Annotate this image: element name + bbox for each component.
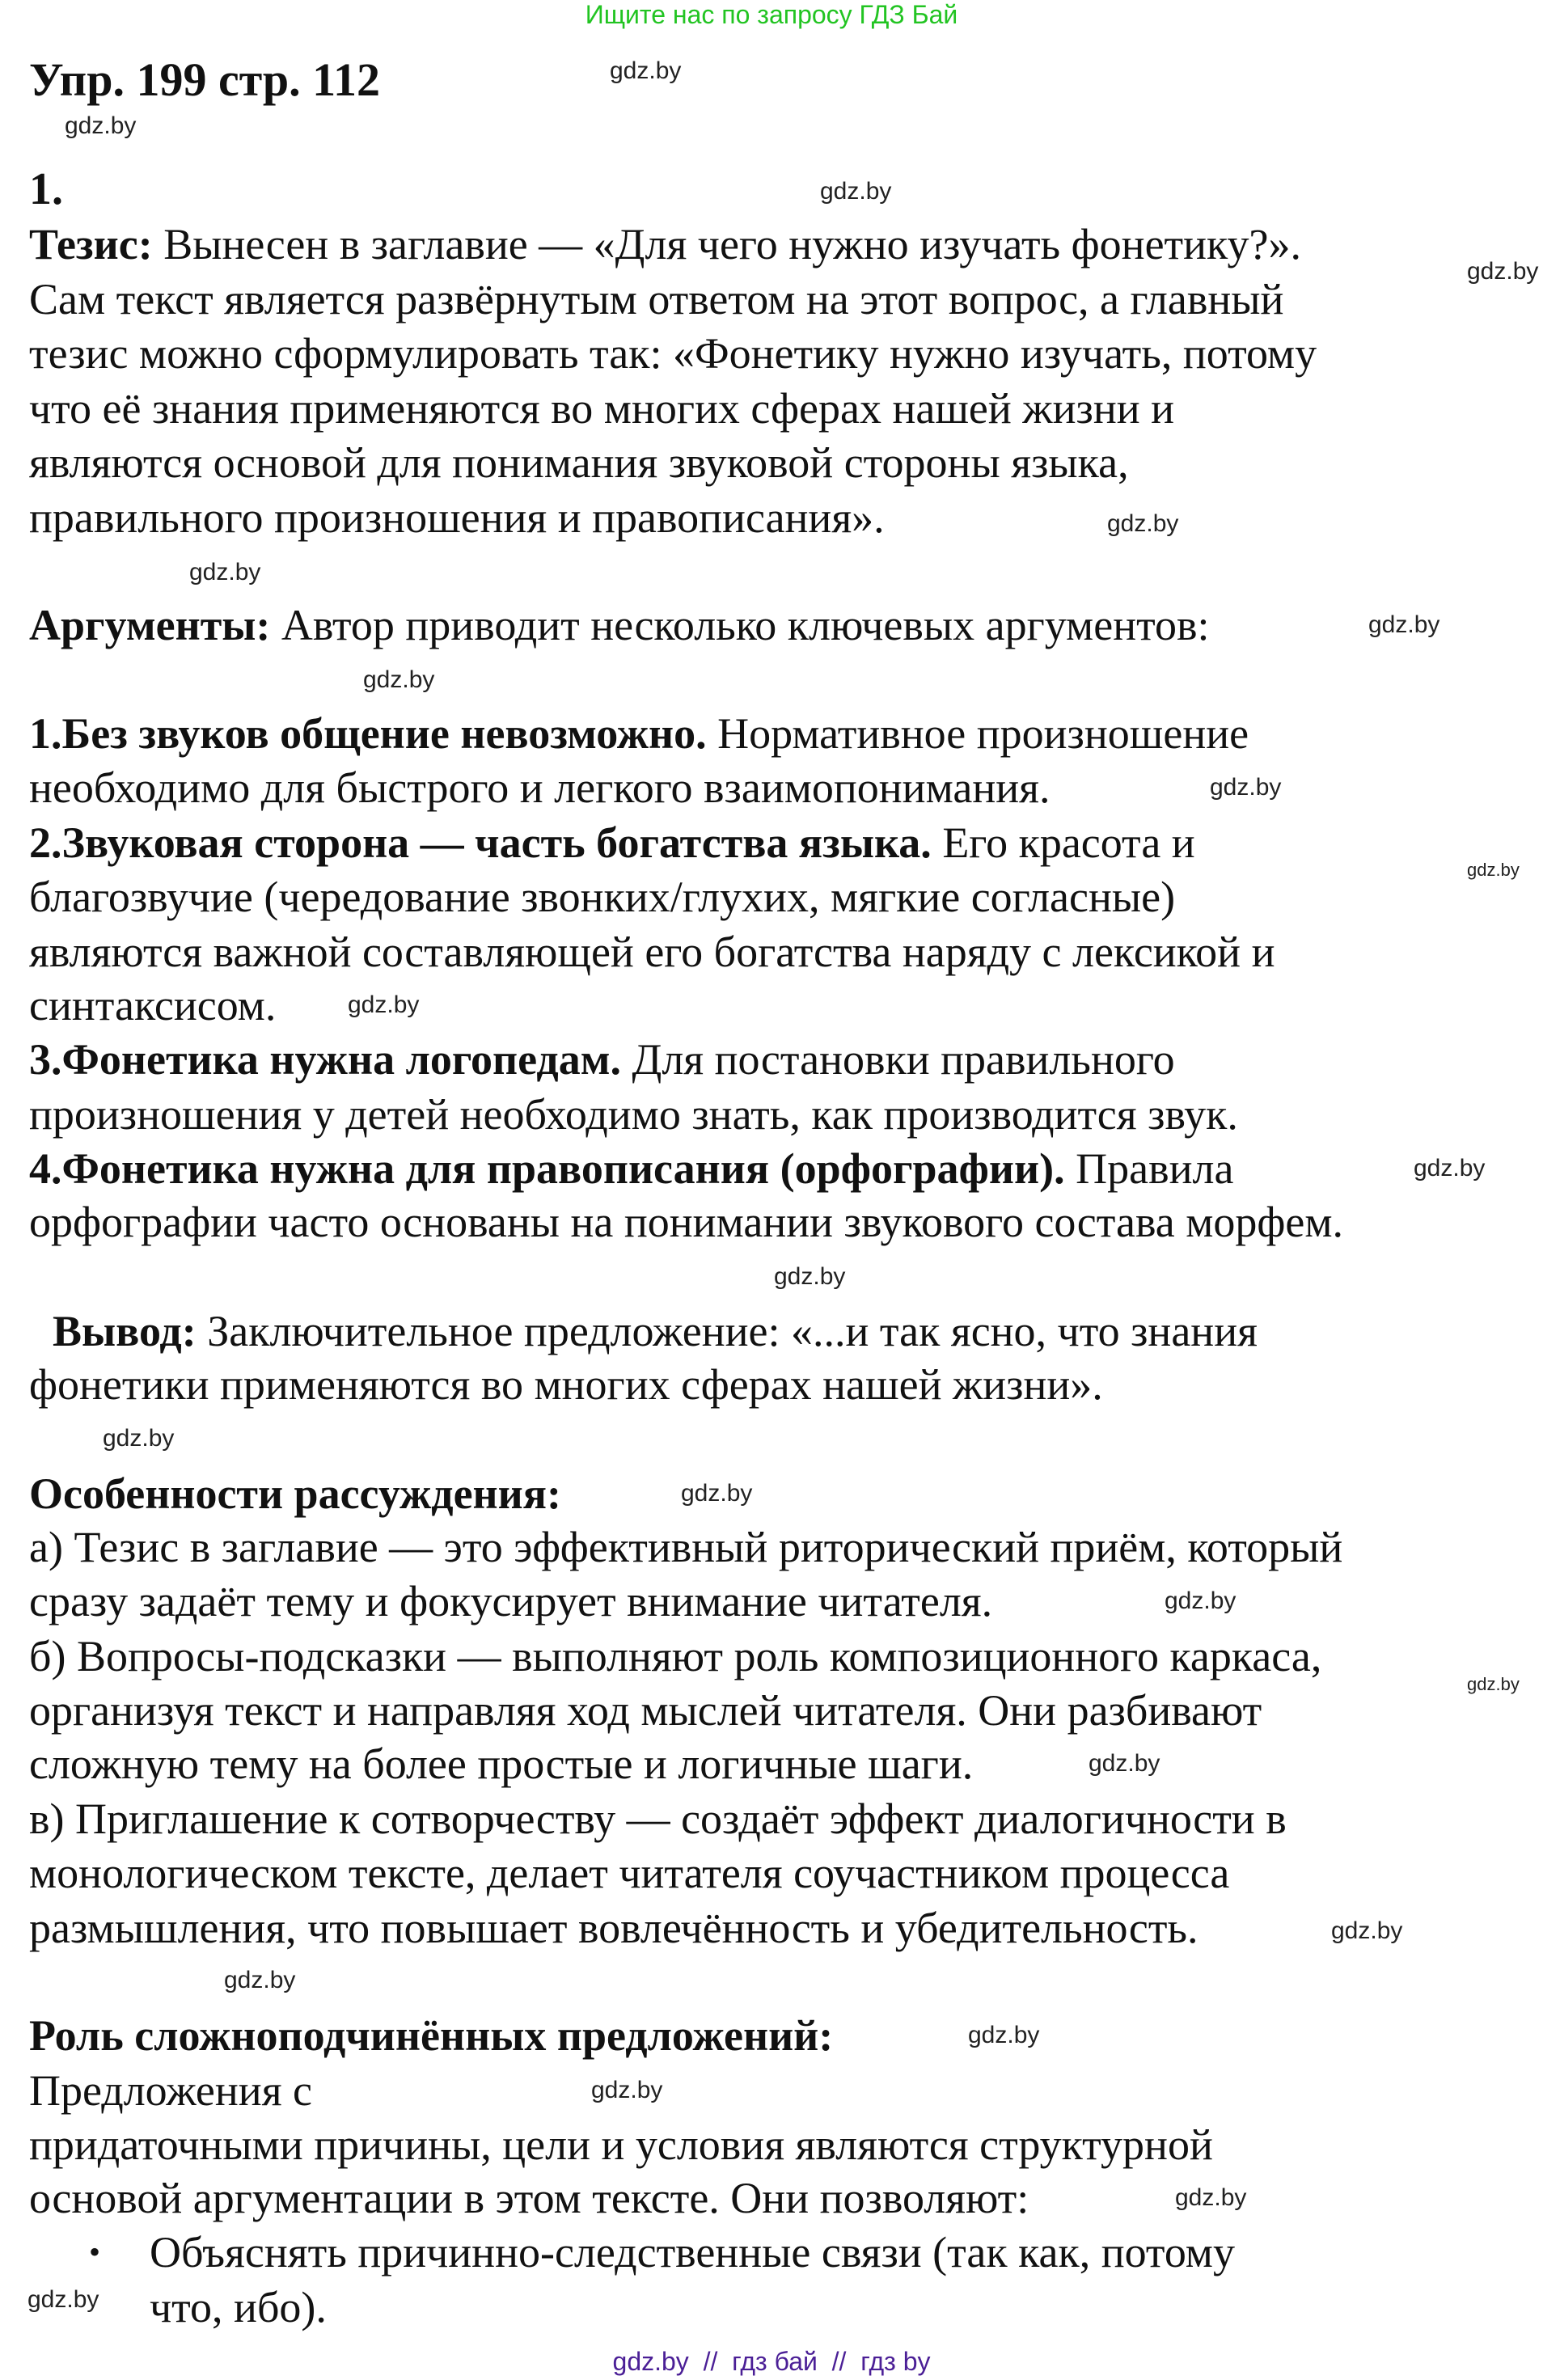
search-banner: Ищите нас по запросу ГДЗ Бай xyxy=(585,0,958,29)
watermark-label: gdz.by xyxy=(1467,860,1520,880)
text-line xyxy=(29,1630,1321,1682)
footer-links: gdz.by // гдз бай // гдз by xyxy=(612,2347,931,2376)
text-line xyxy=(29,926,1275,978)
text-line xyxy=(29,871,1175,923)
watermark-label: gdz.by xyxy=(103,1425,175,1452)
line-text: в) Приглашение к сотворчеству — создаёт эффект диалогичности в xyxy=(29,1795,1287,1843)
text-line xyxy=(29,1034,1175,1085)
line-text: б) Вопросы-подсказки — выполняют роль композиционного каркаса, xyxy=(29,1632,1322,1680)
watermark-label: gdz.by xyxy=(591,2077,663,2103)
text-line xyxy=(29,273,1283,325)
bold-lead: Роль сложноподчинённых предложений: xyxy=(29,2011,834,2060)
line-text: что, ибо). xyxy=(150,2283,327,2331)
watermark-label: gdz.by xyxy=(820,178,892,205)
line-text: Сам текст является развёрнутым ответом на этот вопрос, а главный xyxy=(29,275,1284,323)
text-line xyxy=(29,383,1174,434)
text-line xyxy=(150,2226,1235,2278)
line-text: Нормативное произношение xyxy=(706,709,1249,758)
watermark-label: gdz.by xyxy=(1210,774,1282,801)
watermark-label: gdz.by xyxy=(1414,1155,1486,1182)
line-text: Для постановки правильного xyxy=(621,1035,1175,1084)
text-line xyxy=(29,1575,992,1627)
line-text: Его красота и xyxy=(931,818,1195,867)
watermark-label: gdz.by xyxy=(1331,1917,1403,1944)
watermark-label: gdz.by xyxy=(65,112,137,139)
line-text: размышления, что повышает вовлечённость и убедительность. xyxy=(29,1904,1198,1952)
text-line xyxy=(29,1359,1103,1410)
bold-lead: Аргументы: xyxy=(29,601,271,649)
watermark-label: gdz.by xyxy=(363,666,435,693)
line-text: Автор приводит несколько ключевых аргументов: xyxy=(270,601,1210,649)
text-line xyxy=(29,1089,1238,1140)
watermark-label: gdz.by xyxy=(968,2022,1040,2048)
text-line xyxy=(29,492,885,543)
text-line xyxy=(29,817,1195,869)
line-text: орфографии часто основаны на понимании звукового состава морфем. xyxy=(29,1198,1344,1246)
line-text: синтаксисом. xyxy=(29,981,277,1029)
line-text: произношения у детей необходимо знать, как производится звук. xyxy=(29,1090,1238,1139)
text-line xyxy=(29,1196,1343,1248)
text-line xyxy=(29,599,1209,651)
watermark-label: gdz.by xyxy=(348,991,420,1018)
text-line xyxy=(29,708,1249,759)
bold-lead: 4.Фонетика нужна для правописания (орфографии). xyxy=(29,1144,1065,1193)
text-line xyxy=(29,2010,833,2061)
text-line xyxy=(29,437,1129,488)
watermark-label: gdz.by xyxy=(27,2286,99,2313)
bold-lead: 2.Звуковая сторона — часть богатства языка. xyxy=(29,818,932,867)
bold-lead: Особенности рассуждения: xyxy=(29,1469,561,1518)
line-text: сразу задаёт тему и фокусирует внимание читателя. xyxy=(29,1577,993,1625)
watermark-label: gdz.by xyxy=(1107,510,1179,537)
text-line xyxy=(29,328,1317,379)
text-line xyxy=(29,979,276,1031)
text-line xyxy=(53,1305,1258,1357)
bold-lead: Тезис: xyxy=(29,220,153,268)
text-line xyxy=(29,2065,312,2116)
page-title: Упр. 199 стр. 112 xyxy=(29,53,380,106)
text-line xyxy=(29,762,1051,814)
bold-lead: 3.Фонетика нужна логопедам. xyxy=(29,1035,622,1084)
line-text: Предложения с xyxy=(29,2066,312,2115)
text-line xyxy=(29,1685,1262,1736)
line-text: Правила xyxy=(1064,1144,1234,1193)
text-line xyxy=(29,1902,1198,1954)
line-text: необходимо для быстрого и легкого взаимопонимания. xyxy=(29,763,1051,812)
line-text: являются основой для понимания звуковой стороны языка, xyxy=(29,438,1129,487)
watermark-label: gdz.by xyxy=(1467,1674,1520,1694)
line-text: Объяснять причинно-следственные связи (так как, потому xyxy=(150,2228,1235,2276)
line-text: основой аргументации в этом тексте. Они позволяют: xyxy=(29,2174,1029,2222)
text-line xyxy=(29,1143,1233,1194)
task-number: 1. xyxy=(29,164,63,214)
line-text: что её знания применяются во многих сферах нашей жизни и xyxy=(29,384,1175,433)
text-line xyxy=(29,218,1301,270)
watermark-label: gdz.by xyxy=(1467,258,1539,285)
watermark-label: gdz.by xyxy=(1368,611,1440,638)
text-line xyxy=(29,1847,1229,1899)
text-line xyxy=(29,2172,1029,2224)
text-line xyxy=(150,2281,327,2333)
watermark-label: gdz.by xyxy=(774,1263,846,1290)
line-text: организуя текст и направляя ход мыслей читателя. Они разбивают xyxy=(29,1686,1262,1735)
line-text: монологическом тексте, делает читателя соучастником процесса xyxy=(29,1849,1230,1897)
bold-lead: 1.Без звуков общение невозможно. xyxy=(29,709,707,758)
text-line xyxy=(29,1468,561,1520)
text-line xyxy=(29,1793,1287,1845)
line-text: благозвучие (чередование звонких/глухих, мягкие согласные) xyxy=(29,873,1176,921)
line-text: являются важной составляющей его богатства наряду с лексикой и xyxy=(29,928,1275,976)
watermark-label: gdz.by xyxy=(189,559,261,585)
line-text: фонетики применяются во многих сферах нашей жизни». xyxy=(29,1360,1103,1409)
line-text: Заключительное предложение: «...и так ясно, что знания xyxy=(196,1307,1258,1355)
line-text: придаточными причины, цели и условия являются структурной xyxy=(29,2120,1213,2169)
text-line xyxy=(29,1521,1342,1573)
text-line xyxy=(29,1738,973,1790)
watermark-label: gdz.by xyxy=(681,1480,753,1507)
line-text: правильного произношения и правописания». xyxy=(29,493,885,542)
watermark-label: gdz.by xyxy=(224,1967,296,1993)
watermark-label: gdz.by xyxy=(610,57,682,84)
watermark-label: gdz.by xyxy=(1089,1750,1160,1777)
line-text: Вынесен в заглавие — «Для чего нужно изучать фонетику?». xyxy=(152,220,1301,268)
watermark-label: gdz.by xyxy=(1175,2184,1247,2211)
line-text: а) Тезис в заглавие — это эффективный риторический приём, который xyxy=(29,1523,1343,1571)
line-text: тезис можно сформулировать так: «Фонетику нужно изучать, потому xyxy=(29,329,1317,378)
line-text: сложную тему на более простые и логичные шаги. xyxy=(29,1740,974,1788)
watermark-label: gdz.by xyxy=(1165,1587,1237,1614)
bold-lead: Вывод: xyxy=(53,1307,197,1355)
text-line xyxy=(29,2119,1213,2171)
bullet-icon: • xyxy=(89,2234,101,2270)
